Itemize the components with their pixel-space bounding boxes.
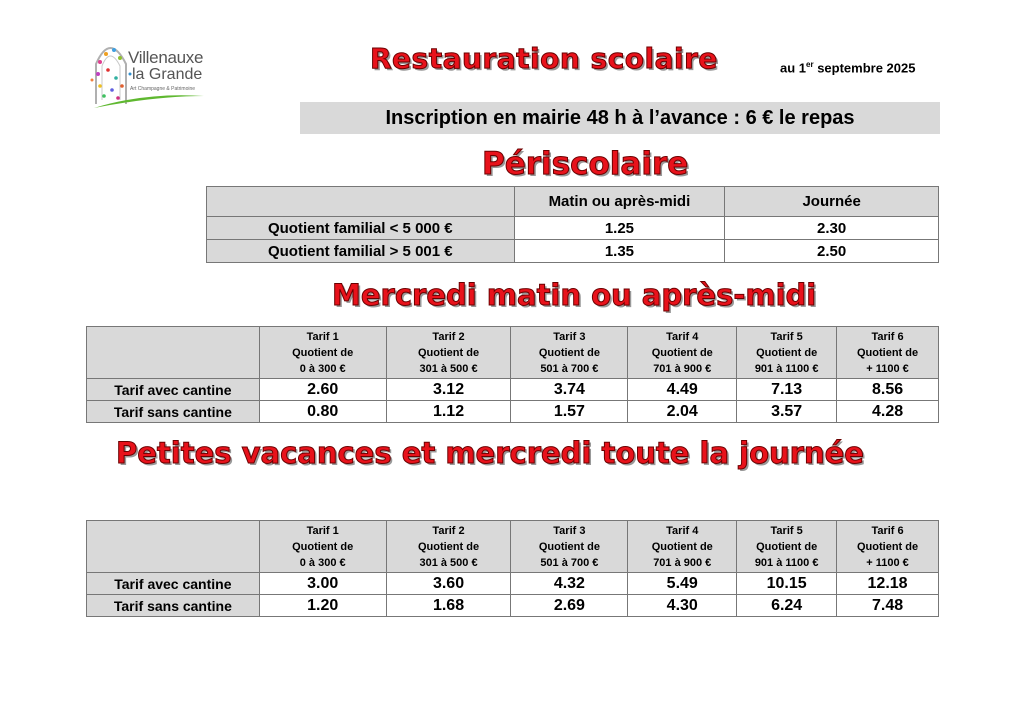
logo-name-line1: Villenauxe [128, 48, 204, 67]
column-header [207, 187, 515, 217]
price-cell: 3.60 [386, 573, 511, 595]
price-cell: 4.32 [511, 573, 628, 595]
page-title: Restauration scolaire [370, 42, 718, 75]
column-header-tarif: Tarif 6 Quotient de + 1100 € [837, 327, 939, 379]
price-cell: 8.56 [837, 379, 939, 401]
column-header-tarif: Tarif 4 Quotient de 701 à 900 € [628, 521, 737, 573]
column-header-tarif: Tarif 4 Quotient de 701 à 900 € [628, 327, 737, 379]
price-cell: 4.30 [628, 595, 737, 617]
price-cell: 5.49 [628, 573, 737, 595]
column-header-tarif: Tarif 1 Quotient de 0 à 300 € [259, 521, 386, 573]
column-header-tarif: Tarif 5 Quotient de 901 à 1100 € [737, 521, 837, 573]
price-cell: 4.28 [837, 401, 939, 423]
column-header-tarif: Tarif 5 Quotient de 901 à 1100 € [737, 327, 837, 379]
price-cell: 3.74 [511, 379, 628, 401]
row-label: Quotient familial > 5 001 € [207, 240, 515, 263]
section-title-petites-vacances: Petites vacances et mercredi toute la journée [116, 436, 864, 470]
price-cell: 10.15 [737, 573, 837, 595]
price-cell: 1.35 [514, 240, 725, 263]
table-row [87, 573, 939, 595]
price-cell: 3.57 [737, 401, 837, 423]
table-row [207, 217, 939, 240]
column-header-tarif: Tarif 3 Quotient de 501 à 700 € [511, 327, 628, 379]
price-cell: 2.30 [725, 217, 939, 240]
row-label: Tarif avec cantine [87, 573, 260, 595]
price-cell: 7.13 [737, 379, 837, 401]
price-cell: 1.12 [386, 401, 511, 423]
petites-vacances-table [86, 520, 939, 617]
price-cell: 0.80 [259, 401, 386, 423]
mercredi-table [86, 326, 939, 423]
price-cell: 12.18 [837, 573, 939, 595]
price-cell: 2.69 [511, 595, 628, 617]
column-header-empty [87, 327, 260, 379]
price-cell: 1.57 [511, 401, 628, 423]
price-cell: 2.50 [725, 240, 939, 263]
column-header: Matin ou après-midi [514, 187, 725, 217]
column-header-tarif: Tarif 2 Quotient de 301 à 500 € [386, 327, 511, 379]
price-cell: 4.49 [628, 379, 737, 401]
price-cell: 1.25 [514, 217, 725, 240]
price-cell: 2.04 [628, 401, 737, 423]
section-title-mercredi: Mercredi matin ou après-midi [332, 278, 817, 312]
column-header-tarif: Tarif 3 Quotient de 501 à 700 € [511, 521, 628, 573]
row-label: Tarif avec cantine [87, 379, 260, 401]
price-cell: 7.48 [837, 595, 939, 617]
price-cell: 1.68 [386, 595, 511, 617]
table-row [87, 595, 939, 617]
registration-banner: Inscription en mairie 48 h à l’avance : 6 € le repas [300, 102, 940, 134]
periscolaire-table [206, 186, 939, 263]
price-cell: 1.20 [259, 595, 386, 617]
table-row [87, 401, 939, 423]
column-header-empty [87, 521, 260, 573]
column-header-tarif: Tarif 1 Quotient de 0 à 300 € [259, 327, 386, 379]
section-title-periscolaire: Périscolaire [482, 146, 689, 182]
table-header-row [207, 187, 939, 217]
price-cell: 2.60 [259, 379, 386, 401]
price-cell: 6.24 [737, 595, 837, 617]
effective-date: au 1er septembre 2025 [780, 60, 916, 76]
table-row [87, 379, 939, 401]
column-header-tarif: Tarif 6 Quotient de + 1100 € [837, 521, 939, 573]
table-header-row [87, 327, 939, 379]
table-row [207, 240, 939, 263]
price-cell: 3.00 [259, 573, 386, 595]
table-header-row [87, 521, 939, 573]
logo-name-line2: la Grande [132, 66, 203, 83]
column-header-tarif: Tarif 2 Quotient de 301 à 500 € [386, 521, 511, 573]
row-label: Quotient familial < 5 000 € [207, 217, 515, 240]
price-cell: 3.12 [386, 379, 511, 401]
row-label: Tarif sans cantine [87, 401, 260, 423]
row-label: Tarif sans cantine [87, 595, 260, 617]
logo-tagline: Art Champagne & Patrimoine [130, 86, 196, 92]
column-header: Journée [725, 187, 939, 217]
